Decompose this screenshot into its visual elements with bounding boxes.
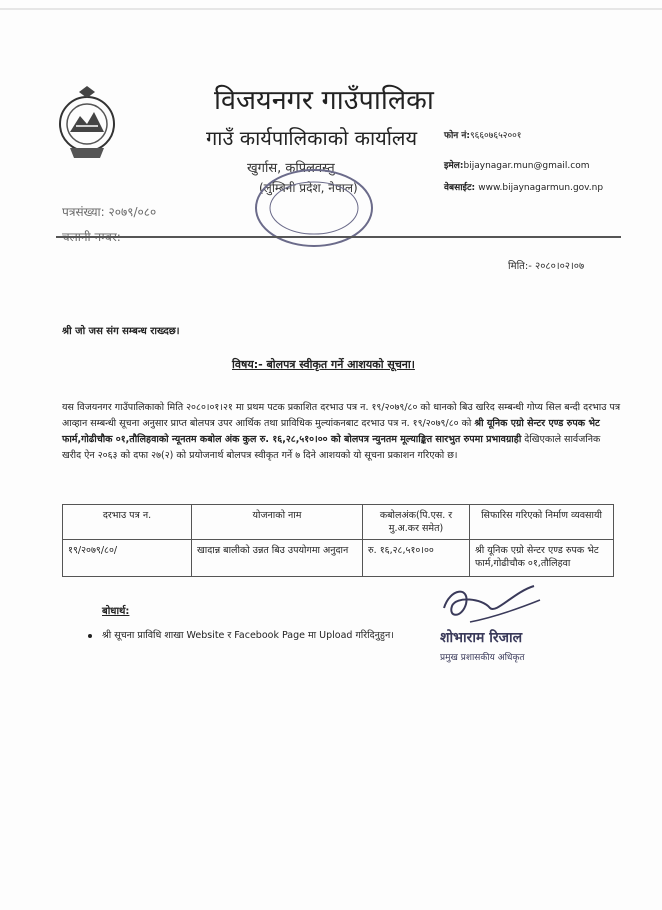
notice-text: श्री सूचना प्राविधि शाखा Website र Facebook Page मा Upload गरिदिनुहुन। (102, 630, 394, 641)
subject-line: विषय:- बोलपत्र स्वीकृत गर्ने आशयको सूचना। (232, 358, 415, 371)
body-text-1: यस विजयनगर गाउँपालिकाको मिति २०८०।०१।२१ मा प्रथम पटक प्रकाशित दरभाउ पत्र न. १९/२०७९/८० को धानको बिउ खरिद सम्बन्धी गोप्य सिल बन्दी दरभाउ पत्र आव्हान सम्बन्धी सूचना अनुसार प्राप्त बोलपत्र उपर आर्थिक तथा प्राविधिक मुल्यांकनबाट दरभाउ पत्र न. १९/२०७९/८० को (62, 402, 621, 429)
province-line: (लुम्बिनी प्रदेश, नेपाल) (259, 181, 358, 195)
recipient-line: श्री जो जस संग सम्बन्ध राख्दछ। (62, 326, 180, 337)
website-line (444, 180, 603, 193)
office-name: गाउँ कार्यपालिकाको कार्यालय (206, 126, 418, 150)
email-label: इमेल: (444, 161, 464, 171)
website-label: वेबसाईट: (444, 183, 479, 193)
signature-icon (430, 578, 550, 634)
body-text-bold: श्री यूनिक एग्रो सेन्टर एण्ड रुपक भेट फार्म,गोढीचौक ०१,तौलिहवाको न्यूनतम कबोल अंक कुल रु. १६,२८,५१०।०० को बोलपत्र न्युनतम मूल्याङ्कित सारभुत रुपमा प्रभावग्राही (62, 418, 600, 445)
table-cell: रु. १६,२८,५१०।०० (363, 540, 470, 577)
bid-table (62, 504, 614, 577)
government-emblem-icon (56, 86, 118, 166)
table-header-cell: योजनाको नाम (192, 505, 363, 540)
header-divider (56, 236, 621, 238)
table-cell: खादान्न बालीको उन्नत बिउ उपयोगमा अनुदान (192, 540, 363, 577)
email-line (444, 158, 590, 171)
signatory-title: प्रमुख प्रशासकीय अधिकृत (440, 653, 525, 663)
table-header-cell: दरभाउ पत्र न. (63, 505, 192, 540)
page-edge (0, 8, 662, 10)
website-address: www.bijaynagarmun.gov.np (478, 183, 604, 193)
letter-number: पत्रसंख्या: २०७९/०८० (62, 205, 157, 219)
notice-item (88, 628, 394, 641)
letter-date: मिति:- २०८०।०२।०७ (508, 261, 585, 272)
letter-body (62, 400, 622, 464)
phone-label: फोन नं: (444, 131, 470, 141)
table-header-cell: कबोलअंक(पि.एस. र मु.अ.कर समेत) (363, 505, 470, 540)
email-address: bijaynagar.mun@gmail.com (463, 161, 590, 171)
bullet-icon (88, 634, 92, 638)
phone-line (444, 128, 521, 141)
address-line: खुर्गास, कपिलवस्तु (247, 161, 335, 176)
municipality-name: विजयनगर गाउँपालिका (214, 85, 434, 116)
phone-number: ९६६०७६५२००१ (470, 131, 522, 141)
table-header-row (63, 505, 614, 540)
notice-heading: बोधार्थ: (102, 606, 130, 617)
body-text-2: देखिएकाले सार्वजनिक खरीद ऐन २०६३ को दफा २७(२) को प्रयोजनार्थ बोलपत्र स्वीकृत गर्ने ७ दिने आशयको यो सूचना प्रकाशन गरिएको छ। (62, 434, 601, 461)
signatory-name: शोभाराम रिजाल (440, 630, 523, 646)
table-row (63, 540, 614, 577)
table-header-cell: सिफारिस गरिएको निर्माण व्यवसायी (470, 505, 614, 540)
table-cell: १९/२०७९/८०/ (63, 540, 192, 577)
table-cell: श्री यूनिक एग्रो सेन्टर एण्ड रुपक भेट फार्म,गोढीचौक ०१,तौलिहवा (470, 540, 614, 577)
